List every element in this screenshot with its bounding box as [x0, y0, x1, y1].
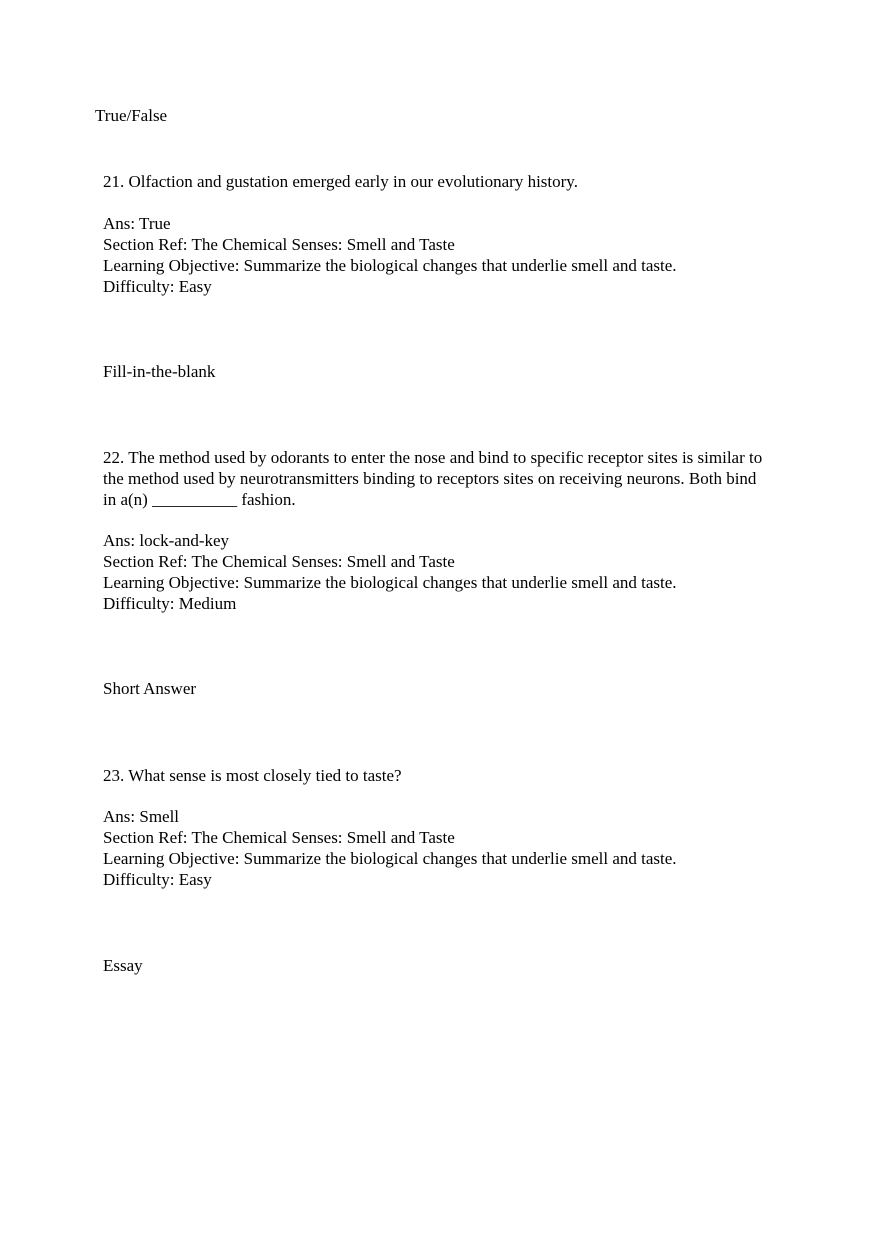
question-22-text-line-1: 22. The method used by odorants to enter the nose and bind to specific receptor sites is similar to	[103, 448, 763, 467]
question-22-answer: Ans: lock-and-key	[103, 531, 230, 550]
question-23-text: 23. What sense is most closely tied to taste?	[103, 766, 402, 785]
question-22-section-ref: Section Ref: The Chemical Senses: Smell and Taste	[103, 552, 455, 571]
question-22-learning-objective: Learning Objective: Summarize the biological changes that underlie smell and taste.	[103, 573, 677, 592]
question-23-section-ref: Section Ref: The Chemical Senses: Smell and Taste	[103, 828, 455, 847]
question-21-difficulty: Difficulty: Easy	[103, 277, 212, 296]
question-23-learning-objective: Learning Objective: Summarize the biological changes that underlie smell and taste.	[103, 849, 677, 868]
question-21-text: 21. Olfaction and gustation emerged early in our evolutionary history.	[103, 172, 578, 191]
question-21-answer: Ans: True	[103, 214, 171, 233]
question-22-difficulty: Difficulty: Medium	[103, 594, 237, 613]
question-22-text-line-2: the method used by neurotransmitters binding to receptors sites on receiving neurons. Both bind	[103, 469, 757, 488]
question-21-learning-objective: Learning Objective: Summarize the biological changes that underlie smell and taste.	[103, 256, 677, 275]
question-22-text-line-3: in a(n) __________ fashion.	[103, 490, 296, 509]
section-heading-short-answer: Short Answer	[103, 679, 197, 698]
section-heading-true-false: True/False	[95, 106, 168, 125]
section-heading-fill-in-the-blank: Fill-in-the-blank	[103, 362, 216, 381]
question-23-answer: Ans: Smell	[103, 807, 180, 826]
question-23-difficulty: Difficulty: Easy	[103, 870, 212, 889]
section-heading-essay: Essay	[103, 956, 143, 975]
question-21-section-ref: Section Ref: The Chemical Senses: Smell and Taste	[103, 235, 455, 254]
